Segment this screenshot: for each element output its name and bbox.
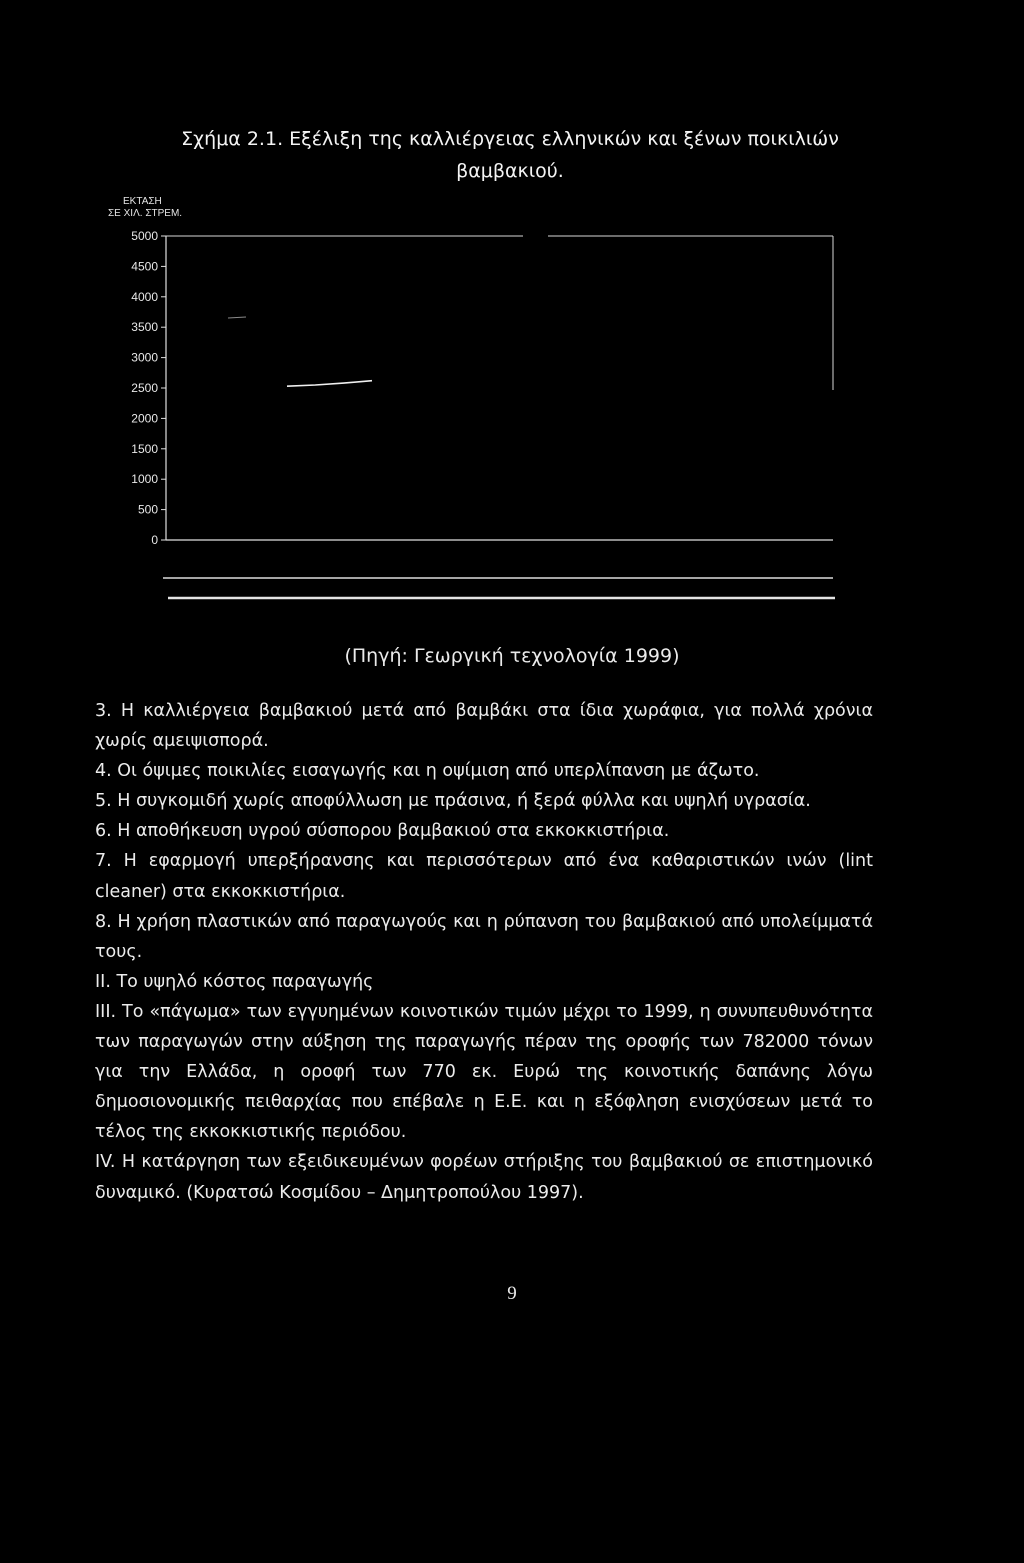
y-tick-label-10: 5000: [131, 229, 158, 243]
list-item-7: 7. Η εφαρμογή υπερξήρανσης και περισσότερων από ένα καθαριστικών ινών (lint cleaner) στα εκκοκκιστήρια.: [95, 851, 873, 902]
list-item-4: 4. Οι όψιμες ποικιλίες εισαγωγής και η οψίμιση από υπερλίπανση με άζωτο.: [95, 761, 760, 782]
figure-title-line-2: βαμβακιού.: [456, 160, 564, 182]
y-tick-label-4: 2000: [131, 411, 158, 426]
list-item-iv: IV. Η κατάργηση των εξειδικευμένων φορέων στήριξης του βαμβακιού σε επιστημονικό δυναμικό. (Κυρατσώ Κοσμίδου – Δημητροπούλου 1997).: [95, 1152, 873, 1203]
y-tick-label-2: 1000: [131, 472, 158, 487]
y-axis-header-line-2: ΣΕ ΧΙΛ. ΣΤΡΕΜ.: [108, 208, 183, 219]
y-tick-label-9: 4500: [131, 259, 158, 274]
faint-mark: [228, 317, 246, 318]
list-item-iii: ΙΙΙ. Το «πάγωμα» των εγγυημένων κοινοτικών τιμών μέχρι το 1999, η συνυπευθυνότητα των παραγωγών στην αύξηση της παραγωγής πέραν της οροφής των 782000 τόνων για την Ελλάδα, η οροφή των 770 εκ. Ευρώ της κοινοτικής δαπάνης λόγω δημοσιονομικής πειθαρχίας που επέβαλε η Ε.Ε. και η εξόφληση ενισχύσεων μετά το τέλος της εκκοκκιστικής περιόδου.: [95, 1001, 873, 1143]
y-tick-label-1: 500: [137, 502, 158, 517]
body-text: [95, 696, 873, 1208]
figure-title-line-1: Σχήμα 2.1. Εξέλιξη της καλλιέργειας ελληνικών και ξένων ποικιλιών: [181, 128, 839, 150]
list-item-8: 8. Η χρήση πλαστικών από παραγωγούς και η ρύπανση του βαμβακιού από υπολείμματά τους.: [95, 911, 873, 962]
y-axis-header-line-1: ΕΚΤΑΣΗ: [123, 196, 162, 207]
list-item-5: 5. Η συγκομιδή χωρίς αποφύλλωση με πράσινα, ή ξερά φύλλα και υψηλή υγρασία.: [95, 791, 811, 812]
y-tick-label-3: 1500: [131, 441, 158, 456]
list-item-ii: ΙΙ. Το υψηλό κόστος παραγωγής: [95, 971, 374, 992]
chart: [0, 0, 1024, 640]
list-item-3: 3. Η καλλιέργεια βαμβακιού μετά από βαμβάκι στα ίδια χωράφια, για πολλά χρόνια χωρίς αμειψισπορά.: [95, 701, 873, 752]
y-tick-label-0: 0: [151, 533, 158, 547]
page-number: 9: [507, 1283, 517, 1304]
y-tick-label-6: 3000: [131, 350, 158, 365]
series-line-0: [287, 381, 372, 387]
list-item-6: 6. Η αποθήκευση υγρού σύσπορου βαμβακιού στα εκκοκκιστήρια.: [95, 821, 670, 842]
y-tick-label-5: 2500: [131, 381, 158, 395]
y-tick-label-8: 4000: [131, 289, 158, 304]
figure-source: (Πηγή: Γεωργική τεχνολογία 1999): [344, 645, 680, 667]
y-tick-label-7: 3500: [131, 320, 158, 335]
